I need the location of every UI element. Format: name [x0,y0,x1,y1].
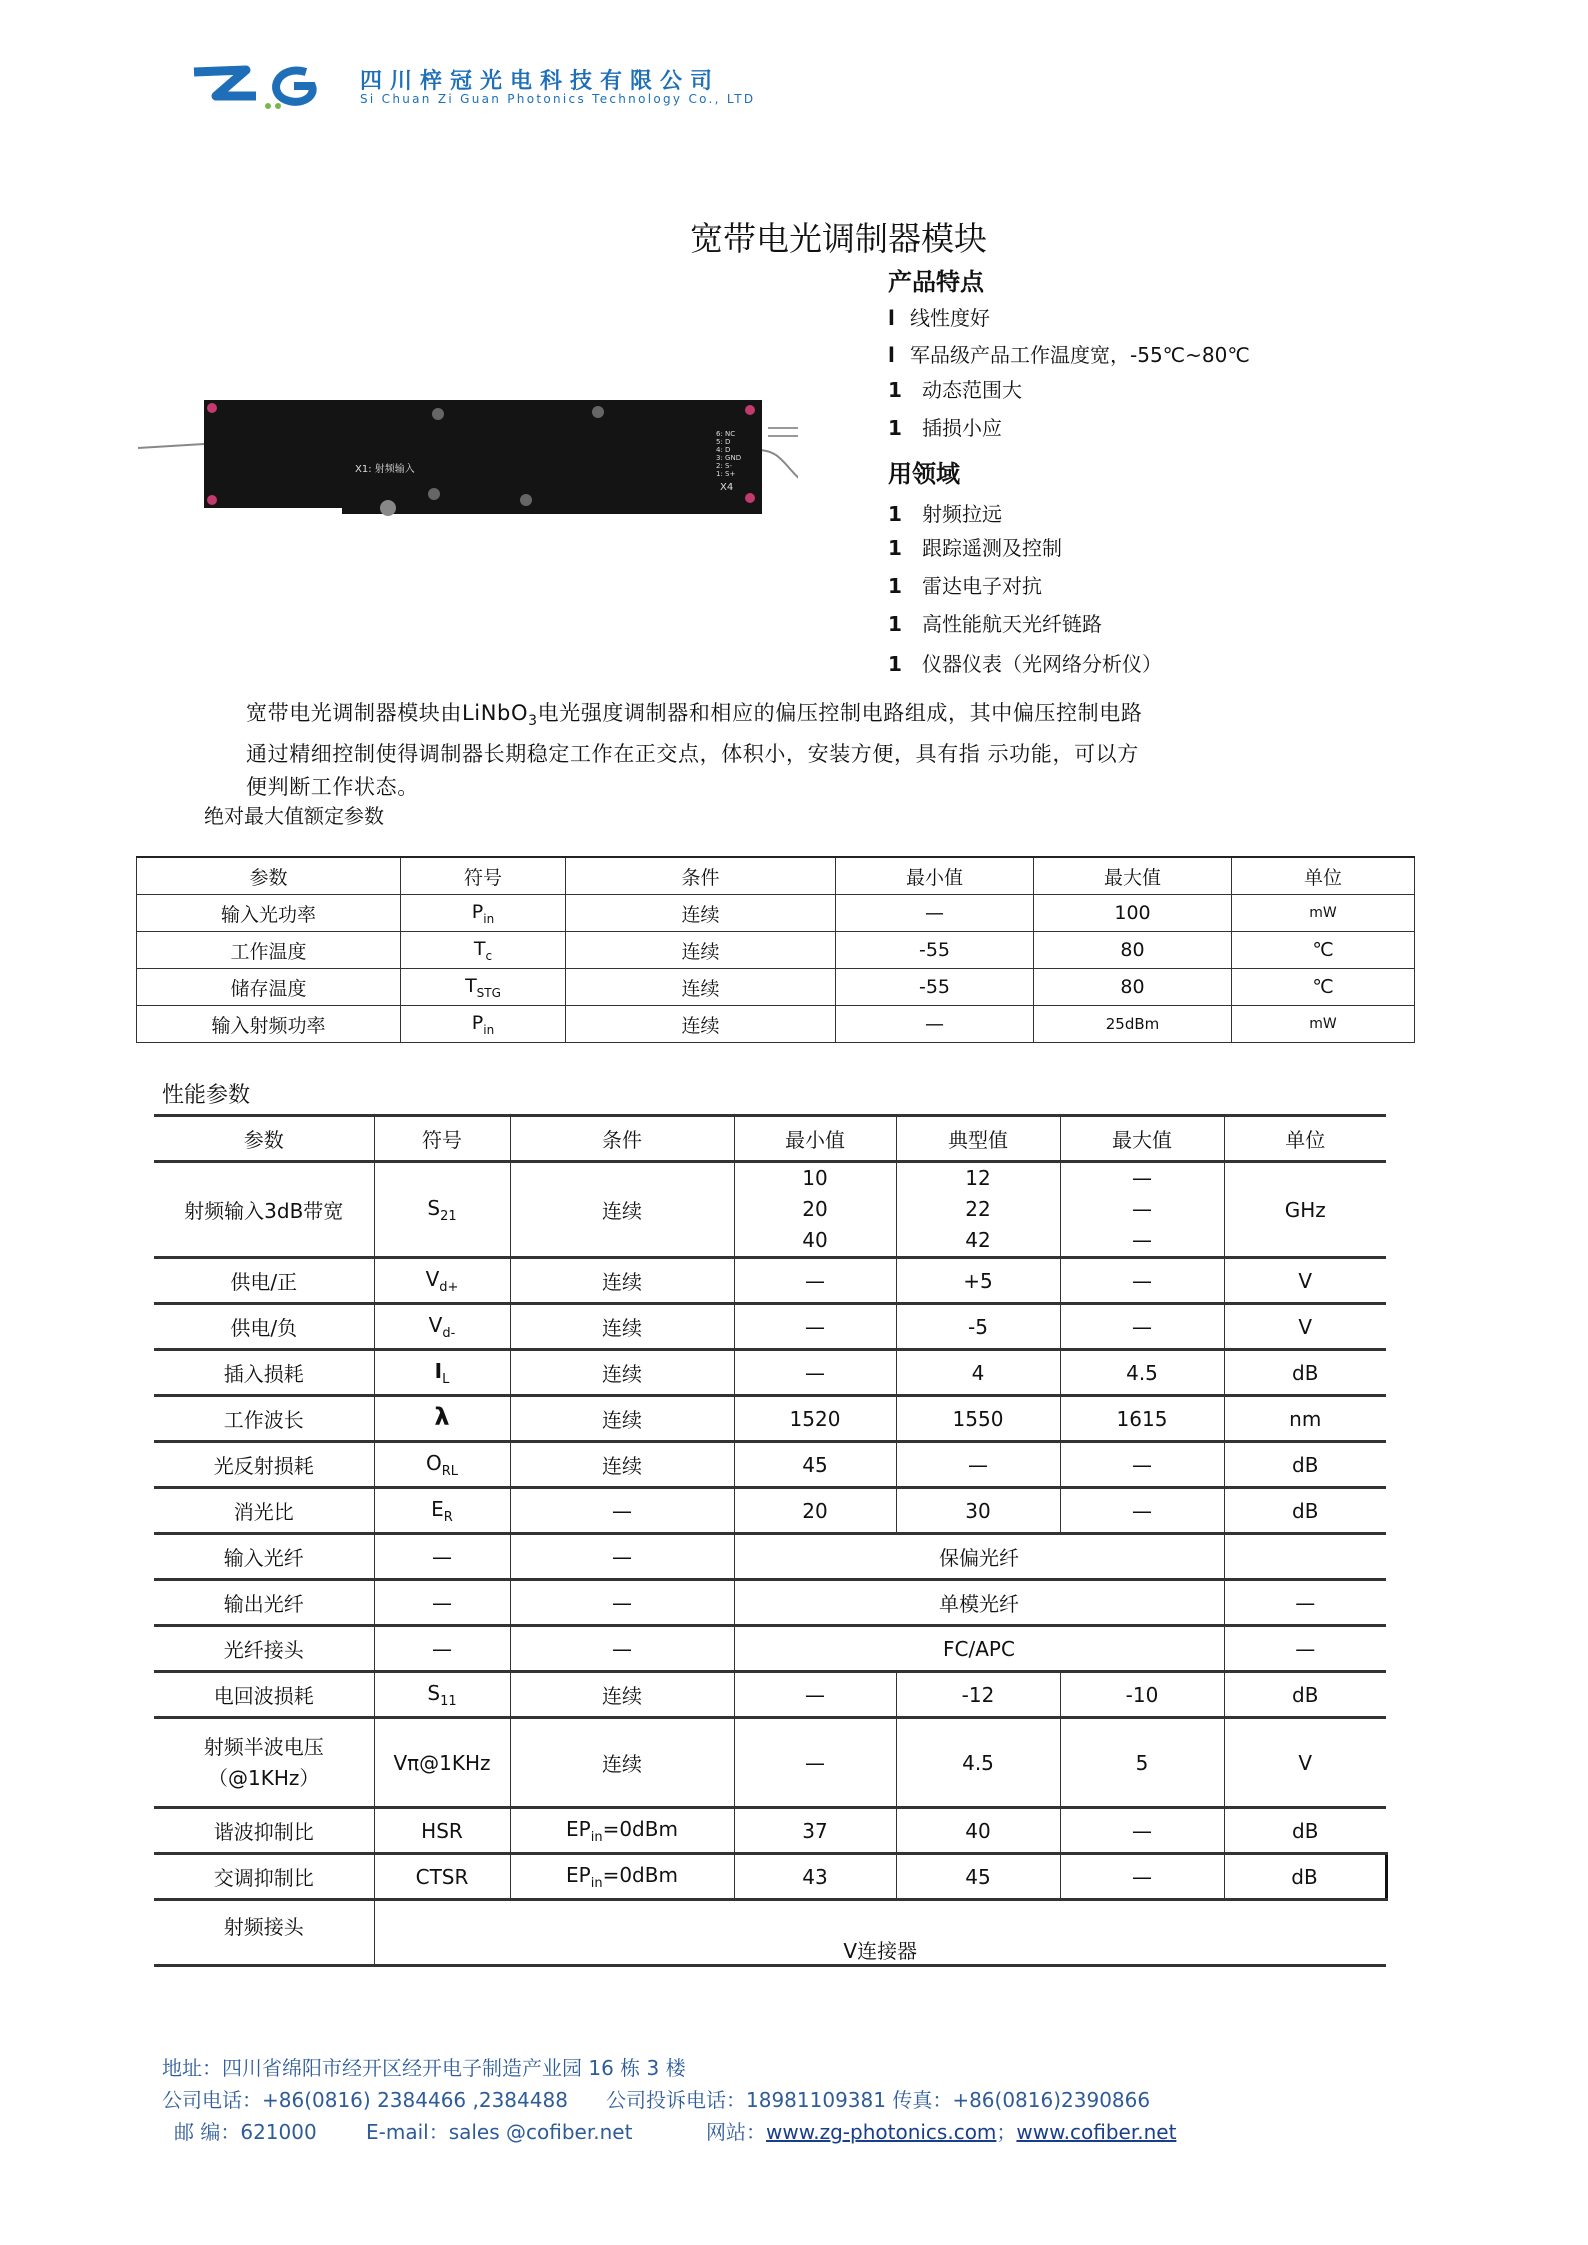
header-cell: 单位 [1224,1116,1386,1162]
table-row: 输入光功率 $P_{in}$ 连续 — 100 mW [137,895,1415,932]
bullet-mark: 1 [888,378,902,402]
bullet-mark: l [888,343,895,367]
table-row: 输入射频功率 $P_{in}$ 连续 — 25dBm mW [137,1006,1415,1043]
footer-phone: 公司电话：+86(0816) 2384466 ,2384488 [162,2088,568,2112]
feature-text: 军品级产品工作温度宽，-55℃~80℃ [910,343,1250,367]
bullet-mark: 1 [888,652,902,676]
table-row: 供电/正 $V_{d+}$ 连续 — +5 — V [154,1258,1386,1304]
company-name-en: Si Chuan Zi Guan Photonics Technology Co., LTD [360,92,756,106]
application-item [888,498,1002,527]
footer-address: 地址：四川省绵阳市经开区经开电子制造产业园 16 栋 3 楼 [162,2056,686,2080]
application-text: 射频拉远 [922,502,1002,526]
device-pin-label: 2: S- [716,462,733,470]
bullet-mark: 1 [888,536,902,560]
table-row: 输出光纤 — — 单模光纤 — [154,1580,1386,1626]
application-text: 高性能航天光纤链路 [922,612,1102,636]
description-line: 通过精细控制使得调制器长期稳定工作在正交点，体积小，安装方便，具有指 示功能，可以方 [246,742,1139,767]
table-row: 射频接头 V连接器 [154,1900,1386,1966]
header-cell: 参数 [137,857,401,895]
device-pin-label: 5: D [716,438,731,446]
features-heading: 产品特点 [888,268,984,296]
bullet-mark: 1 [888,416,902,440]
table-row: 消光比 $E_R$ — 20 30 — dB [154,1488,1386,1534]
footer-postcode: 邮 编：621000 [174,2120,317,2144]
header-cell: 参数 [154,1116,374,1162]
application-text: 雷达电子对抗 [922,574,1042,598]
device-pin-label: 1: S+ [716,470,736,478]
header-cell: 条件 [566,857,836,895]
feature-item [888,412,1002,441]
header-cell: 最小值 [836,857,1034,895]
feature-text: 动态范围大 [922,378,1022,402]
table-row: 工作温度 $T_c$ 连续 -55 80 ℃ [137,932,1415,969]
header-cell: 最小值 [734,1116,896,1162]
table-header-row [154,1116,1386,1162]
device-photo [138,390,798,520]
website-link-2[interactable]: www.cofiber.net [1016,2120,1177,2144]
feature-text: 插损小应 [922,416,1002,440]
header-cell: 符号 [401,857,566,895]
table-row: 储存温度 $T_{STG}$ 连续 -55 80 ℃ [137,969,1415,1006]
feature-item [888,302,990,331]
header-cell: 单位 [1232,857,1415,895]
feature-item [888,374,1022,403]
header-cell: 条件 [510,1116,734,1162]
application-item [888,648,1162,677]
company-logo [186,62,336,112]
description-line: 宽带电光调制器模块由LiNbO$_3$电光强度调制器和相应的偏压控制电路组成，其中偏压控制电路 [246,701,1143,730]
table-row: 电回波损耗 $S_{11}$ 连续 — -12 -10 dB [154,1672,1386,1718]
table-row: 射频半波电压 （@1KHz） Vπ@1KHz 连续 — 4.5 5 V [154,1718,1386,1808]
bullet-mark: 1 [888,574,902,598]
table-row: 射频输入3dB带宽 $S_{21}$ 连续 10 20 40 12 22 42 — — — GHz [154,1162,1386,1258]
header-cell: 最大值 [1060,1116,1224,1162]
device-pin-label: 4: D [716,446,731,454]
bullet-mark: l [888,306,895,330]
abs-max-table [136,856,1415,1043]
document-title: 宽带电光调制器模块 [690,219,987,258]
device-pin-label: 3: GND [716,454,742,462]
company-name-cn: 四川梓冠光电科技有限公司 [360,69,721,94]
table-row: 谐波抑制比 HSR $EP_{in}=0dBm$ 37 40 — dB [154,1808,1386,1854]
description-paragraph [246,697,1356,804]
application-item [888,532,1062,561]
header-cell: 最大值 [1034,857,1232,895]
applications-heading: 用领域 [888,460,960,488]
table-row: 光纤接头 — — FC/APC — [154,1626,1386,1672]
footer-complaint: 公司投诉电话：18981109381 传真：+86(0816)2390866 [606,2088,1151,2112]
table-row: 工作波长 λ 连续 1520 1550 1615 nm [154,1396,1386,1442]
performance-table [154,1114,1388,1967]
application-item [888,608,1102,637]
bullet-mark: 1 [888,502,902,526]
device-pin-label: 6: NC [716,430,736,438]
table-row: 光反射损耗 $O_{RL}$ 连续 45 — — dB [154,1442,1386,1488]
header-cell: 符号 [374,1116,510,1162]
device-label: X1: 射频输入 [355,464,415,475]
abs-max-caption: 绝对最大值额定参数 [204,804,384,828]
footer-websites: 网站：www.zg-photonics.com；www.cofiber.net [706,2120,1177,2144]
table-row: 插入损耗 $I_L$ 连续 — 4 4.5 dB [154,1350,1386,1396]
perf-caption: 性能参数 [162,1083,251,1108]
table-row: 供电/负 $V_{d-}$ 连续 — -5 — V [154,1304,1386,1350]
application-item [888,570,1042,599]
bullet-mark: 1 [888,612,902,636]
header-cell: 典型值 [896,1116,1060,1162]
feature-item [888,339,1250,368]
footer-email: E-mail：sales @cofiber.net [366,2120,633,2144]
site-label: 网站： [706,2120,766,2144]
device-port-label: X4 [720,482,734,493]
website-link-1[interactable]: www.zg-photonics.com [766,2120,997,2144]
application-text: 仪器仪表（光网络分析仪） [922,652,1162,676]
table-row: 交调抑制比 CTSR $EP_{in}=0dBm$ 43 45 — dB [154,1854,1386,1900]
table-header-row [137,857,1415,895]
description-line: 便判断工作状态。 [246,775,419,800]
table-row: 输入光纤 — — 保偏光纤 [154,1534,1386,1580]
application-text: 跟踪遥测及控制 [922,536,1062,560]
feature-text: 线性度好 [910,306,990,330]
